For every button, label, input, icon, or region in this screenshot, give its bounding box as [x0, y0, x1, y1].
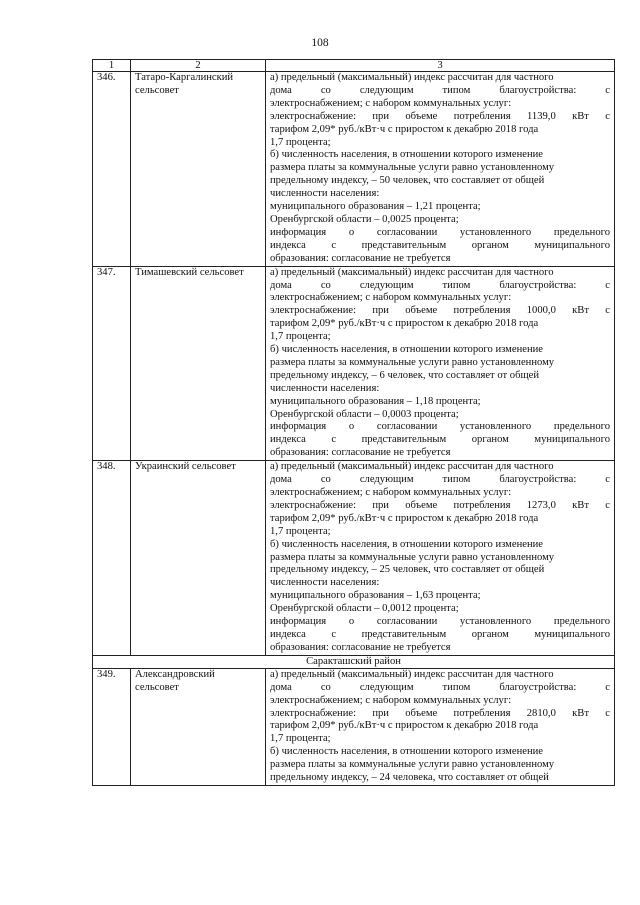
text-line: дома со следующим типом благоустройства: с — [270, 681, 610, 693]
text-line: 1,7 процента; — [270, 733, 331, 745]
table-header-row — [93, 60, 615, 72]
text-line: тарифом 2,09* руб./кВт·ч с приростом к декабрю 2018 года — [270, 123, 539, 135]
text-line: а) предельный (максимальный) индекс рассчитан для частного — [270, 461, 554, 473]
text-line: 1,7 процента; — [270, 525, 331, 537]
text-line: б) численность населения, в отношении которого изменение — [270, 344, 543, 356]
text-line: информация о согласовании установленного предельного — [270, 616, 610, 628]
text-line: электроснабжением; с набором коммунальных услуг: — [270, 487, 512, 498]
row-number: 347. — [93, 266, 131, 461]
text-line: тарифом 2,09* руб./кВт·ч с приростом к декабрю 2018 года — [270, 512, 539, 524]
text-line: предельному индексу, – 24 человека, что составляет от общей — [270, 772, 549, 784]
text-line: электроснабжением; с набором коммунальных услуг: — [270, 97, 512, 109]
column-header: 3 — [266, 60, 615, 72]
row-number: 349. — [93, 668, 131, 785]
text-line: а) предельный (максимальный) индекс рассчитан для частного — [270, 72, 554, 83]
text-line: 1,7 процента; — [270, 136, 331, 148]
text-line: муниципального образования – 1,21 процента; — [270, 201, 481, 213]
text-line: Оренбургской области – 0,0003 процента; — [270, 408, 459, 420]
row-number: 346. — [93, 72, 131, 267]
row-content — [266, 461, 615, 656]
text-line: тарифом 2,09* руб./кВт·ч с приростом к декабрю 2018 года — [270, 720, 539, 732]
table-row — [93, 461, 615, 656]
text-line: электроснабжение: при объеме потребления 1000,0 кВт с — [270, 305, 610, 317]
text-line: электроснабжение: при объеме потребления 1273,0 кВт с — [270, 499, 610, 511]
page-number: 108 — [311, 37, 329, 49]
text-line: б) численность населения, в отношении которого изменение — [270, 149, 543, 161]
text-line: а) предельный (максимальный) индекс рассчитан для частного — [270, 266, 554, 278]
text-line: предельному индексу, – 25 человек, что составляет от общей — [270, 564, 545, 576]
table-row — [93, 72, 615, 267]
row-number: 348. — [93, 461, 131, 656]
text-line: размера платы за коммунальные услуги равно установленному — [270, 356, 555, 368]
settlement-name: Украинский сельсовет — [131, 461, 266, 656]
text-line: Оренбургской области – 0,0025 процента; — [270, 213, 459, 225]
text-line: дома со следующим типом благоустройства: с — [270, 474, 610, 486]
text-line: размера платы за коммунальные услуги равно установленному — [270, 162, 555, 174]
text-line: предельному индексу, – 6 человек, что составляет от общей — [270, 369, 539, 381]
text-line: индекса с представительным органом муниципального — [270, 239, 610, 251]
text-line: информация о согласовании установленного предельного — [270, 226, 610, 238]
text-line: муниципального образования – 1,18 процента; — [270, 395, 481, 407]
text-line: дома со следующим типом благоустройства: с — [270, 279, 610, 291]
text-line: индекса с представительным органом муниципального — [270, 628, 610, 640]
text-line: размера платы за коммунальные услуги равно установленному — [270, 551, 555, 563]
row-content — [266, 668, 615, 785]
text-line: образования: согласование не требуется — [270, 252, 451, 264]
text-line: численности населения: — [270, 382, 380, 394]
text-line: предельному индексу, – 50 человек, что составляет от общей — [270, 175, 545, 187]
settlement-name: Татаро-Каргалинский сельсовет — [131, 72, 266, 267]
text-line: численности населения: — [270, 577, 380, 589]
settlement-name: Тимашевский сельсовет — [131, 266, 266, 461]
text-line: 1,7 процента; — [270, 331, 331, 343]
text-line: б) численность населения, в отношении которого изменение — [270, 746, 543, 758]
table-row — [93, 266, 615, 461]
text-line: муниципального образования – 1,63 процента; — [270, 590, 481, 602]
row-content — [266, 266, 615, 461]
text-line: а) предельный (максимальный) индекс рассчитан для частного — [270, 668, 554, 680]
text-line: электроснабжением; с набором коммунальных услуг: — [270, 292, 512, 304]
text-line: б) численность населения, в отношении которого изменение — [270, 538, 543, 550]
text-line: электроснабжением; с набором коммунальных услуг: — [270, 694, 512, 706]
text-line: численности населения: — [270, 188, 380, 200]
text-line: тарифом 2,09* руб./кВт·ч с приростом к декабрю 2018 года — [270, 318, 539, 330]
text-line: Оренбургской области – 0,0012 процента; — [270, 603, 459, 615]
table-row — [93, 668, 615, 785]
text-line: дома со следующим типом благоустройства: с — [270, 84, 610, 96]
column-header: 2 — [131, 60, 266, 72]
text-line: образования: согласование не требуется — [270, 641, 451, 653]
text-line: размера платы за коммунальные услуги равно установленному — [270, 759, 555, 771]
text-line: электроснабжение: при объеме потребления 2810,0 кВт с — [270, 707, 610, 719]
settlement-name: Александровский сельсовет — [131, 668, 266, 785]
region-name: Саракташский район — [93, 655, 615, 668]
row-content — [266, 72, 615, 267]
data-table — [92, 59, 615, 786]
text-line: информация о согласовании установленного предельного — [270, 421, 610, 433]
text-line: электроснабжение: при объеме потребления 1139,0 кВт с — [270, 110, 610, 122]
region-row — [93, 655, 615, 668]
text-line: образования: согласование не требуется — [270, 447, 451, 459]
text-line: индекса с представительным органом муниципального — [270, 434, 610, 446]
column-header: 1 — [93, 60, 131, 72]
